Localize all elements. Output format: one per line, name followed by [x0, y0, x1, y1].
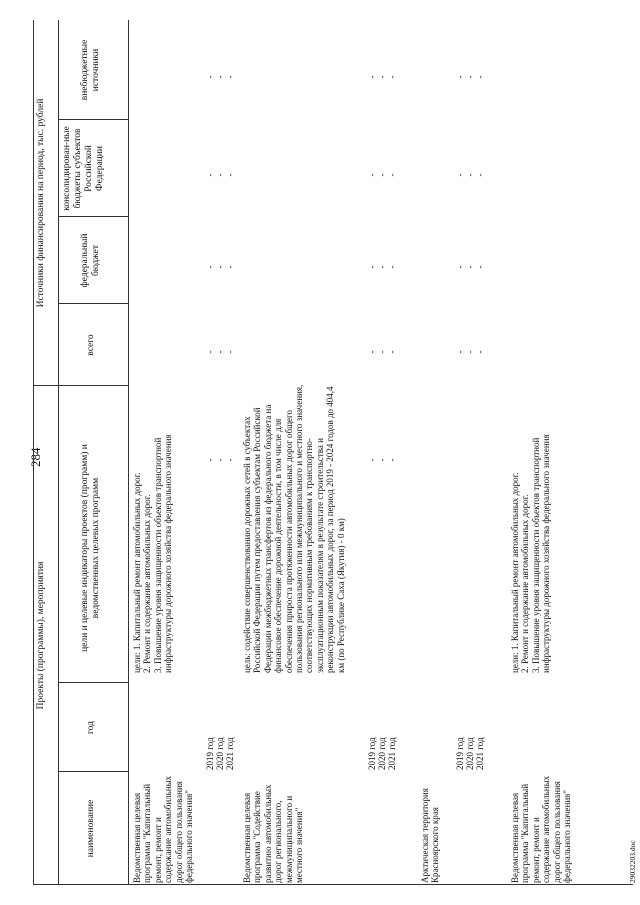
dash-extra-r1-1: -: [205, 75, 215, 79]
row3-year-2019: 2019 год: [455, 737, 465, 770]
footer-code: 29032203.doc: [628, 840, 637, 883]
dash-total-r2-2: -: [377, 350, 387, 354]
group-divider: [33, 385, 128, 386]
dash-extra-r3-1: -: [455, 75, 465, 79]
row1-name: Ведомственная целевая программа "Капитальный ремонт, ремонт и содержание автомобильных дорог общего пользования федерального значения": [132, 775, 195, 883]
header-group-left: Проекты (программы), мероприятия: [36, 561, 46, 710]
dash-total-r2-1: -: [367, 350, 377, 354]
dash-regional-r2-1: -: [367, 173, 377, 177]
dash-extra-r1-2: -: [215, 75, 225, 79]
row2-name: Ведомственная целевая программа "Содействие развитию автомобильных дорог регионального, межмуниципального и местного значения": [242, 784, 305, 883]
table-top-border: [33, 20, 34, 885]
group-left-underline: [58, 386, 59, 885]
dash-goals-r1-3: -: [225, 458, 235, 462]
row3-year-2020: 2020 год: [465, 737, 475, 770]
table-left-border: [33, 884, 633, 885]
dash-regional-r3-2: -: [465, 173, 475, 177]
header-col-total: всего: [86, 334, 96, 356]
dash-extra-r2-2: -: [377, 75, 387, 79]
col-sep-5: [58, 119, 128, 120]
dash-total-r3-1: -: [455, 350, 465, 354]
dash-extra-r3-3: -: [475, 75, 485, 79]
row2-year-2021: 2021 год: [387, 737, 397, 770]
dash-regional-r2-3: -: [387, 173, 397, 177]
dash-federal-r2-2: -: [377, 265, 387, 269]
dash-total-r3-3: -: [475, 350, 485, 354]
dash-goals-r2-3: -: [387, 458, 397, 462]
dash-regional-r3-3: -: [475, 173, 485, 177]
dash-total-r3-2: -: [465, 350, 475, 354]
row1-year-2019: 2019 год: [205, 737, 215, 770]
dash-regional-r1-2: -: [215, 173, 225, 177]
dash-goals-r1-1: -: [205, 458, 215, 462]
header-divider: [128, 20, 129, 885]
row2-year-2019: 2019 год: [367, 737, 377, 770]
header-col-year: год: [86, 721, 96, 734]
dash-total-r1-3: -: [225, 350, 235, 354]
header-col-goals: цели и целевые индикаторы проектов (программ) и ведомственных целевых программ: [80, 444, 101, 652]
dash-goals-r1-2: -: [215, 458, 225, 462]
dash-federal-r3-2: -: [465, 265, 475, 269]
dash-regional-r1-3: -: [225, 173, 235, 177]
dash-total-r1-2: -: [215, 350, 225, 354]
row4-name: Ведомственная целевая программа "Капитальный ремонт, ремонт и содержание автомобильных дорог общего пользования федерального значения": [510, 775, 573, 883]
dash-federal-r3-3: -: [475, 265, 485, 269]
dash-total-r1-1: -: [205, 350, 215, 354]
row3-name: Арктическая территория Красноярского края: [420, 788, 441, 883]
row1-goals: цели: 1. Капитальный ремонт автомобильных дорог. 2. Ремонт и содержание автомобильных дорог. 3. Повышение уровня защищенности объектов транспортной инфраструктуры дорожного хозяйства федерального значения: [132, 434, 174, 673]
page-number: 284: [28, 447, 43, 467]
row3-year-2021: 2021 год: [475, 737, 485, 770]
dash-federal-r2-3: -: [387, 265, 397, 269]
dash-federal-r1-1: -: [205, 265, 215, 269]
group-right-underline: [58, 20, 59, 386]
row1-year-2021: 2021 год: [225, 737, 235, 770]
row2-goals: цель: содействие совершенствованию дорожных сетей в субъектах Российской Федерации путем предоставления субъектам Российской Федерации межбюджетных трансфертов из федерального бюджета на финансовое обеспечение дорожной деятельности, в том числе для обеспечения прироста протяженности автомобильных дорог общего пользования регионального или межмуниципального и местного значения, соответствующих нормативным требованиям к транспортно-эксплуатационным показателям в результате строительства и реконструкции автомобильных дорог, за период 2019 - 2024 годов до 404,4 км (по Республике Саха (Якутия) - 0 км): [242, 384, 346, 673]
dash-regional-r2-2: -: [377, 173, 387, 177]
dash-federal-r2-1: -: [367, 265, 377, 269]
dash-regional-r3-1: -: [455, 173, 465, 177]
header-col-regional: консолидирован-ные бюджеты субъектов Российской Федерации: [62, 126, 105, 211]
dash-extra-r3-2: -: [465, 75, 475, 79]
dash-goals-r2-2: -: [377, 458, 387, 462]
dash-extra-r1-3: -: [225, 75, 235, 79]
header-group-right: Источники финансирования на период, тыс. рублей: [36, 98, 46, 308]
header-col-name: наименование: [86, 799, 96, 858]
dash-regional-r1-1: -: [205, 173, 215, 177]
dash-federal-r1-3: -: [225, 265, 235, 269]
dash-extra-r2-3: -: [387, 75, 397, 79]
dash-total-r2-3: -: [387, 350, 397, 354]
row2-year-2020: 2020 год: [377, 737, 387, 770]
row4-goals: цели: 1. Капитальный ремонт автомобильных дорог. 2. Ремонт и содержание автомобильных дорог. 3. Повышение уровня защищенности объектов транспортной инфраструктуры дорожного хозяйства федерального значения: [510, 434, 552, 673]
dash-goals-r2-1: -: [367, 458, 377, 462]
dash-federal-r1-2: -: [215, 265, 225, 269]
dash-federal-r3-1: -: [455, 265, 465, 269]
header-col-federal: федеральный бюджет: [80, 233, 101, 288]
header-col-extra: внебюджетные источники: [80, 39, 101, 101]
row1-year-2020: 2020 год: [215, 737, 225, 770]
dash-extra-r2-1: -: [367, 75, 377, 79]
